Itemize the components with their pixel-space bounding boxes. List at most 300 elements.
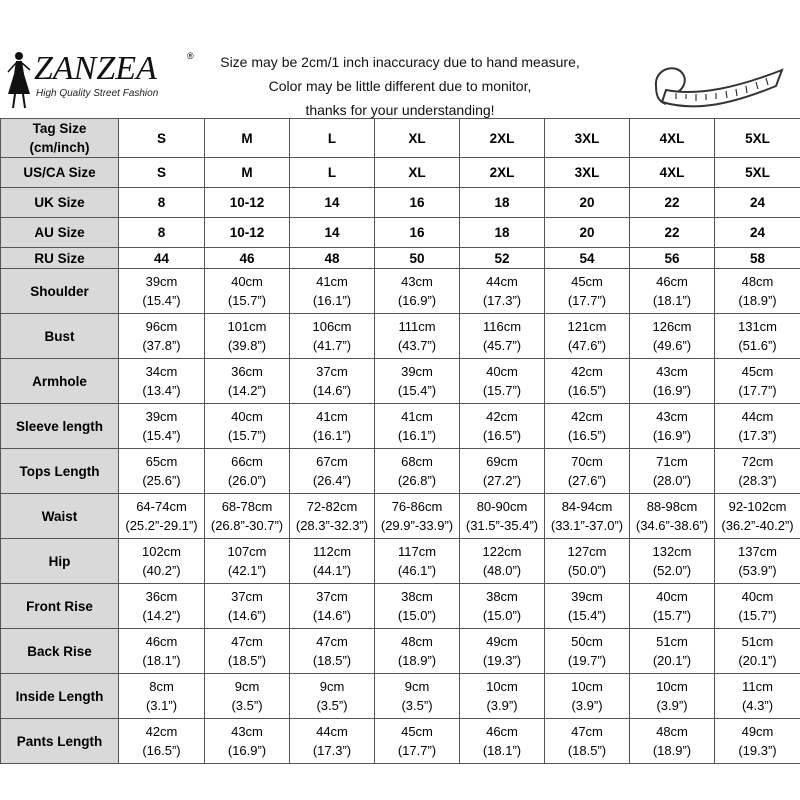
inch-value: (18.1”) — [652, 293, 692, 308]
inch-value: (25.2”-29.1”) — [125, 518, 198, 533]
inch-value: (16.9”) — [397, 293, 437, 308]
cm-value: 71cm — [656, 454, 688, 469]
inch-value: (15.7”) — [227, 428, 267, 443]
inch-value: (46.1”) — [397, 563, 437, 578]
inch-value: (19.3”) — [482, 653, 522, 668]
measurement-cell — [460, 494, 545, 539]
inch-value: (3.1”) — [145, 698, 178, 713]
row-label: UK Size — [1, 188, 119, 218]
cm-value: 40cm — [656, 589, 688, 604]
measuring-tape-icon — [636, 46, 786, 116]
size-cell: 24 — [715, 218, 800, 248]
inch-value: (15.4”) — [142, 428, 181, 443]
measurement-cell — [290, 539, 375, 584]
size-row — [1, 188, 800, 218]
size-cell: 50 — [375, 248, 460, 269]
measurement-cell — [460, 449, 545, 494]
size-cell: 46 — [205, 248, 290, 269]
inch-value: (44.1”) — [312, 563, 352, 578]
cm-value: 66cm — [231, 454, 263, 469]
inch-value: (20.1”) — [738, 653, 777, 668]
measurement-cell — [545, 359, 630, 404]
measurement-cell — [205, 539, 290, 584]
measurement-cell — [630, 494, 715, 539]
inch-value: (16.5”) — [142, 743, 181, 758]
size-cell: 16 — [375, 188, 460, 218]
inch-value: (15.4”) — [397, 383, 437, 398]
size-cell: M — [205, 119, 290, 158]
cm-value: 37cm — [316, 589, 348, 604]
measurement-row — [1, 269, 800, 314]
measurement-cell — [460, 629, 545, 674]
inch-value: (17.7”) — [567, 293, 607, 308]
cm-value: 88-98cm — [646, 499, 698, 514]
measurement-cell — [545, 584, 630, 629]
measurement-cell — [715, 584, 800, 629]
cm-value: 41cm — [316, 274, 348, 289]
cm-value: 46cm — [145, 634, 178, 649]
measurement-cell — [460, 359, 545, 404]
measurement-cell — [715, 494, 800, 539]
measurement-cell — [715, 719, 800, 764]
measurement-cell — [205, 674, 290, 719]
row-label: Bust — [1, 314, 119, 359]
cm-value: 39cm — [571, 589, 603, 604]
size-cell: 20 — [545, 218, 630, 248]
cm-value: 36cm — [145, 589, 178, 604]
measurement-cell — [205, 314, 290, 359]
measurement-cell — [290, 719, 375, 764]
size-cell: 14 — [290, 188, 375, 218]
cm-value: 9cm — [234, 679, 260, 694]
measurement-cell — [715, 314, 800, 359]
measurement-cell — [205, 719, 290, 764]
cm-value: 41cm — [316, 409, 348, 424]
cm-value: 80-90cm — [476, 499, 528, 514]
cm-value: 96cm — [145, 319, 178, 334]
inch-value: (19.3”) — [738, 743, 777, 758]
cm-value: 67cm — [316, 454, 348, 469]
measurement-cell — [460, 314, 545, 359]
inch-value: (15.0”) — [482, 608, 522, 623]
inch-value: (14.2”) — [142, 608, 181, 623]
measurement-cell — [545, 269, 630, 314]
measurement-cell — [375, 404, 460, 449]
inch-value: (26.0”) — [227, 473, 267, 488]
measurement-cell — [545, 494, 630, 539]
inch-value: (18.5”) — [567, 743, 607, 758]
size-cell: 52 — [460, 248, 545, 269]
measurement-cell — [375, 674, 460, 719]
notice-line: Size may be 2cm/1 inch inaccuracy due to hand measure, — [220, 54, 580, 70]
cm-value: 10cm — [656, 679, 688, 694]
cm-value: 43cm — [401, 274, 433, 289]
cm-value: 47cm — [231, 634, 263, 649]
inch-value: (16.5”) — [567, 383, 607, 398]
measurement-row — [1, 719, 800, 764]
cm-value: 42cm — [145, 724, 178, 739]
cm-value: 37cm — [231, 589, 263, 604]
inch-value: (15.4”) — [142, 293, 181, 308]
inch-value: (15.7”) — [738, 608, 777, 623]
inch-value: (33.1”-37.0”) — [550, 518, 624, 533]
inch-value: (49.6”) — [652, 338, 692, 353]
inch-value: (3.9”) — [571, 698, 603, 713]
size-cell: 2XL — [460, 158, 545, 188]
inch-value: (16.9”) — [652, 383, 692, 398]
cm-value: 51cm — [656, 634, 688, 649]
size-cell: L — [290, 119, 375, 158]
row-label: US/CA Size — [1, 158, 119, 188]
cm-value: 72-82cm — [306, 499, 358, 514]
measurement-cell — [119, 629, 205, 674]
size-row — [1, 158, 800, 188]
cm-value: 36cm — [231, 364, 263, 379]
measurement-cell — [545, 539, 630, 584]
cm-value: 70cm — [571, 454, 603, 469]
size-cell: 20 — [545, 188, 630, 218]
cm-value: 8cm — [149, 679, 174, 694]
inch-value: (15.7”) — [227, 293, 267, 308]
cm-value: 40cm — [741, 589, 774, 604]
inch-value: (15.7”) — [652, 608, 692, 623]
measurement-cell — [375, 314, 460, 359]
size-cell: 22 — [630, 218, 715, 248]
cm-value: 9cm — [404, 679, 430, 694]
inch-value: (16.1”) — [312, 428, 352, 443]
measurement-cell — [545, 314, 630, 359]
measurement-cell — [545, 404, 630, 449]
cm-value: 84-94cm — [561, 499, 613, 514]
inch-value: (4.3”) — [741, 698, 774, 713]
cm-value: 40cm — [231, 274, 263, 289]
inch-value: (15.4”) — [567, 608, 607, 623]
row-label: Sleeve length — [1, 404, 119, 449]
inch-value: (29.9”-33.9”) — [380, 518, 454, 533]
cm-value: 72cm — [741, 454, 774, 469]
inch-value: (20.1”) — [652, 653, 692, 668]
measurement-cell — [715, 449, 800, 494]
measurement-cell — [630, 269, 715, 314]
size-cell: 14 — [290, 218, 375, 248]
inch-value: (28.0”) — [652, 473, 692, 488]
measurement-cell — [290, 359, 375, 404]
cm-value: 38cm — [486, 589, 518, 604]
cm-value: 10cm — [571, 679, 603, 694]
size-cell: 54 — [545, 248, 630, 269]
cm-value: 10cm — [486, 679, 518, 694]
measurement-cell — [375, 584, 460, 629]
measurement-cell — [205, 449, 290, 494]
cm-value: 116cm — [482, 319, 522, 334]
inch-value: (16.1”) — [312, 293, 352, 308]
size-cell: M — [205, 158, 290, 188]
inch-value: (51.6”) — [738, 338, 777, 353]
cm-value: 34cm — [145, 364, 178, 379]
row-label: Pants Length — [1, 719, 119, 764]
measurement-cell — [119, 449, 205, 494]
measurement-cell — [545, 719, 630, 764]
inch-value: (18.9”) — [397, 653, 437, 668]
measurement-cell — [630, 314, 715, 359]
inch-value: (15.0”) — [397, 608, 437, 623]
inch-value: (28.3”-32.3”) — [295, 518, 369, 533]
cm-value: 111cm — [398, 319, 436, 334]
inch-value: (43.7”) — [397, 338, 437, 353]
header — [0, 0, 800, 120]
cm-value: 45cm — [741, 364, 774, 379]
inch-value: (18.9”) — [738, 293, 777, 308]
registered-mark: ® — [187, 51, 194, 61]
brand-tagline: High Quality Street Fashion — [36, 88, 159, 99]
brand-logo — [4, 44, 204, 114]
cm-value: 102cm — [141, 544, 182, 559]
inch-value: (14.6”) — [227, 608, 267, 623]
inch-value: (17.3”) — [738, 428, 777, 443]
measurement-row — [1, 584, 800, 629]
cm-value: 107cm — [227, 544, 267, 559]
measurement-cell — [460, 719, 545, 764]
cm-value: 51cm — [741, 634, 774, 649]
inch-value: (52.0”) — [652, 563, 692, 578]
measurement-cell — [630, 359, 715, 404]
size-cell: 10-12 — [205, 218, 290, 248]
inch-value: (18.5”) — [227, 653, 267, 668]
cm-value: 47cm — [316, 634, 348, 649]
inch-value: (16.1”) — [397, 428, 437, 443]
measurement-notice — [205, 50, 595, 122]
measurement-cell — [119, 494, 205, 539]
cm-value: 126cm — [652, 319, 692, 334]
inch-value: (28.3”) — [738, 473, 777, 488]
inch-value: (47.6”) — [567, 338, 607, 353]
cm-value: 42cm — [571, 409, 603, 424]
measurement-cell — [290, 584, 375, 629]
inch-value: (37.8”) — [142, 338, 181, 353]
cm-value: 39cm — [145, 274, 178, 289]
inch-value: (25.6”) — [142, 473, 181, 488]
cm-value: 50cm — [571, 634, 603, 649]
row-label: AU Size — [1, 218, 119, 248]
measurement-cell — [119, 404, 205, 449]
measurement-cell — [715, 269, 800, 314]
inch-value: (34.6”-38.6”) — [635, 518, 709, 533]
measurement-row — [1, 494, 800, 539]
measurement-cell — [290, 494, 375, 539]
cm-value: 39cm — [145, 409, 178, 424]
measurement-cell — [375, 629, 460, 674]
inch-value: (13.4”) — [142, 383, 181, 398]
inch-value: (16.5”) — [482, 428, 522, 443]
inch-value: (19.7”) — [567, 653, 607, 668]
measurement-row — [1, 359, 800, 404]
size-cell: XL — [375, 158, 460, 188]
measurement-cell — [119, 539, 205, 584]
cm-value: 44cm — [316, 724, 348, 739]
inch-value: (3.9”) — [656, 698, 688, 713]
measurement-row — [1, 629, 800, 674]
measurement-row — [1, 404, 800, 449]
inch-value: (17.3”) — [482, 293, 522, 308]
inch-value: (26.8”) — [397, 473, 437, 488]
cm-value: 92-102cm — [728, 499, 787, 514]
measurement-cell — [545, 674, 630, 719]
size-cell: 3XL — [545, 158, 630, 188]
cm-value: 106cm — [312, 319, 352, 334]
inch-value: (14.6”) — [312, 383, 352, 398]
inch-value: (3.9”) — [486, 698, 518, 713]
inch-value: (17.3”) — [312, 743, 352, 758]
size-cell: 3XL — [545, 119, 630, 158]
measurement-cell — [460, 539, 545, 584]
size-cell: 56 — [630, 248, 715, 269]
cm-value: 45cm — [401, 724, 433, 739]
cm-value: 137cm — [737, 544, 778, 559]
cm-value: 44cm — [741, 409, 774, 424]
measurement-cell — [630, 539, 715, 584]
inch-value: (18.5”) — [312, 653, 352, 668]
measurement-cell — [715, 674, 800, 719]
size-cell: 18 — [460, 218, 545, 248]
inch-value: (39.8”) — [227, 338, 267, 353]
row-label: Tag Size (cm/inch) — [1, 119, 119, 158]
size-cell: 4XL — [630, 119, 715, 158]
size-table — [0, 118, 800, 764]
cm-value: 68cm — [401, 454, 433, 469]
cm-value: 48cm — [401, 634, 433, 649]
row-label: Armhole — [1, 359, 119, 404]
inch-value: (3.5”) — [316, 698, 348, 713]
cm-value: 40cm — [486, 364, 518, 379]
size-cell: 58 — [715, 248, 800, 269]
inch-value: (27.2”) — [482, 473, 522, 488]
cm-value: 40cm — [231, 409, 263, 424]
size-cell: 5XL — [715, 158, 800, 188]
inch-value: (3.5”) — [401, 698, 433, 713]
measurement-cell — [290, 674, 375, 719]
cm-value: 43cm — [656, 364, 688, 379]
cm-value: 11cm — [742, 679, 773, 694]
cm-value: 48cm — [741, 274, 774, 289]
notice-line: Color may be little different due to monitor, — [268, 78, 532, 94]
size-cell: 48 — [290, 248, 375, 269]
inch-value: (31.5”-35.4”) — [465, 518, 539, 533]
row-label: Front Rise — [1, 584, 119, 629]
cm-value: 76-86cm — [391, 499, 443, 514]
row-label: Inside Length — [1, 674, 119, 719]
size-cell: L — [290, 158, 375, 188]
measurement-cell — [460, 584, 545, 629]
measurement-row — [1, 539, 800, 584]
row-label: Back Rise — [1, 629, 119, 674]
inch-value: (18.9”) — [652, 743, 692, 758]
cm-value: 42cm — [571, 364, 603, 379]
woman-silhouette-icon — [4, 50, 34, 110]
size-row — [1, 119, 800, 158]
cm-value: 131cm — [737, 319, 778, 334]
cm-value: 127cm — [567, 544, 607, 559]
measurement-cell — [119, 719, 205, 764]
inch-value: (14.2”) — [227, 383, 267, 398]
size-cell: 4XL — [630, 158, 715, 188]
measurement-cell — [119, 314, 205, 359]
measurement-cell — [375, 539, 460, 584]
notice-line: thanks for your understanding! — [305, 102, 495, 118]
cm-value: 68-78cm — [221, 499, 273, 514]
measurement-cell — [375, 269, 460, 314]
inch-value: (14.6”) — [312, 608, 352, 623]
measurement-cell — [545, 449, 630, 494]
measurement-cell — [119, 674, 205, 719]
size-row — [1, 248, 800, 269]
cm-value: 38cm — [401, 589, 433, 604]
measurement-cell — [290, 449, 375, 494]
row-label: Hip — [1, 539, 119, 584]
measurement-cell — [290, 404, 375, 449]
inch-value: (50.0”) — [567, 563, 607, 578]
measurement-cell — [205, 269, 290, 314]
measurement-cell — [205, 359, 290, 404]
measurement-cell — [630, 719, 715, 764]
size-cell: 22 — [630, 188, 715, 218]
size-cell: 2XL — [460, 119, 545, 158]
measurement-cell — [715, 359, 800, 404]
measurement-row — [1, 674, 800, 719]
size-cell: 8 — [119, 218, 205, 248]
cm-value: 45cm — [571, 274, 603, 289]
inch-value: (16.5”) — [567, 428, 607, 443]
cm-value: 101cm — [227, 319, 267, 334]
row-label: Waist — [1, 494, 119, 539]
size-cell: 24 — [715, 188, 800, 218]
cm-value: 132cm — [652, 544, 692, 559]
measurement-row — [1, 449, 800, 494]
inch-value: (36.2”-40.2”) — [721, 518, 794, 533]
measurement-cell — [630, 674, 715, 719]
size-cell: XL — [375, 119, 460, 158]
cm-value: 44cm — [486, 274, 518, 289]
inch-value: (3.5”) — [231, 698, 263, 713]
cm-value: 46cm — [486, 724, 518, 739]
cm-value: 43cm — [231, 724, 263, 739]
inch-value: (18.1”) — [482, 743, 522, 758]
measurement-cell — [630, 629, 715, 674]
size-cell: 10-12 — [205, 188, 290, 218]
inch-value: (45.7”) — [482, 338, 522, 353]
measurement-cell — [119, 269, 205, 314]
size-cell: 44 — [119, 248, 205, 269]
inch-value: (16.9”) — [652, 428, 692, 443]
cm-value: 39cm — [401, 364, 433, 379]
cm-value: 112cm — [312, 544, 352, 559]
inch-value: (26.4”) — [312, 473, 352, 488]
cm-value: 9cm — [319, 679, 345, 694]
measurement-cell — [375, 449, 460, 494]
cm-value: 64-74cm — [136, 499, 187, 514]
cm-value: 69cm — [486, 454, 518, 469]
cm-value: 121cm — [567, 319, 607, 334]
measurement-cell — [205, 404, 290, 449]
measurement-cell — [205, 494, 290, 539]
inch-value: (42.1”) — [227, 563, 267, 578]
inch-value: (41.7”) — [312, 338, 352, 353]
size-row — [1, 218, 800, 248]
measurement-cell — [290, 269, 375, 314]
size-cell: 18 — [460, 188, 545, 218]
measurement-cell — [715, 629, 800, 674]
size-cell: 5XL — [715, 119, 800, 158]
measurement-cell — [375, 494, 460, 539]
